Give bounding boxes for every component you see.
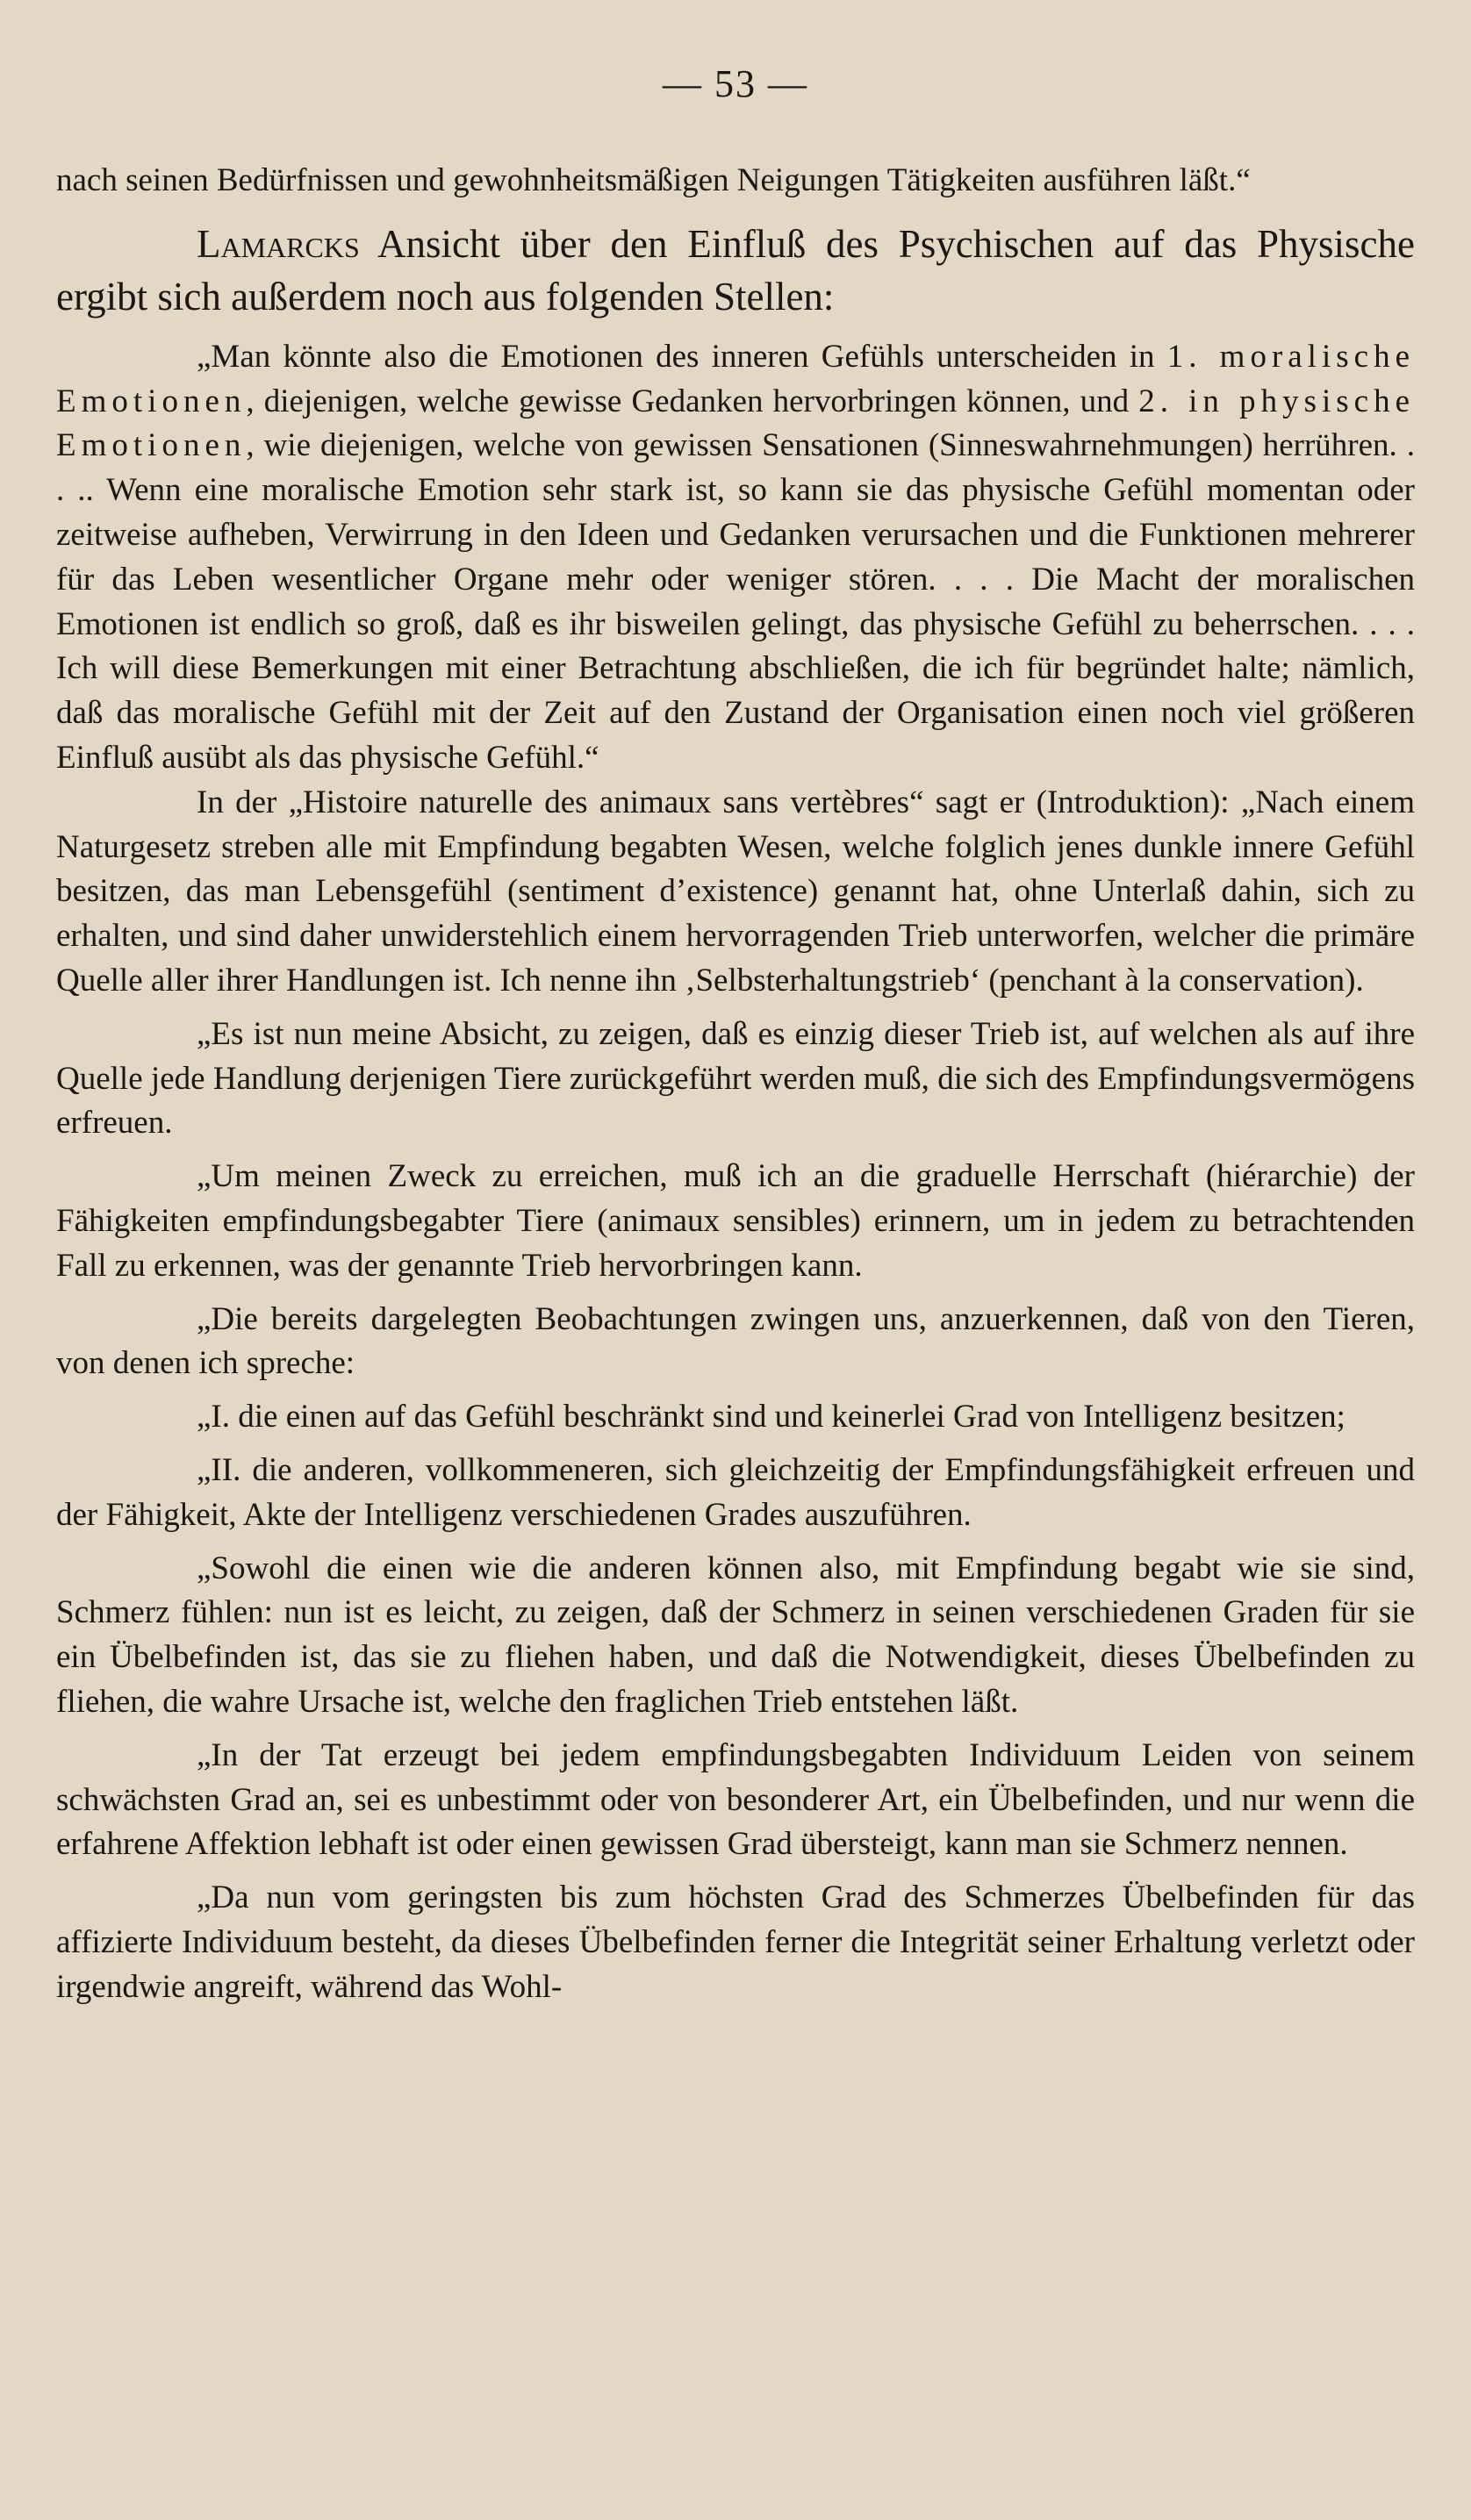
text-run: „Um meinen Zweck zu erreichen, muß ich an die graduelle Herrschaft (hiérarchie) der Fähigkeiten empfindungsbegabter Tiere (animaux sensibles) erinnern, um in jedem zu betrachtenden Fall zu erkennen, was der genannte Trieb hervorbringen kann. [56,1158,1415,1284]
paragraph-purpose [56,1155,1415,1288]
text-run: In der „Histoire naturelle des animaux sans vertèbres“ sagt er (Introduktion): „Nach einem Naturgesetz streben alle mit Empfindung begabten Wesen, welche folglich jenes dunkle innere Gefühl besitzen, das man Lebensgefühl (sentiment d’existence) genannt hat, ohne Unterlaß dahin, sich zu erhalten, und sind daher unwiderstehlich einem hervorragenden Trieb unterworfen, welcher die primäre Quelle aller ihrer Handlungen ist. Ich nenne ihn ‚Selbsterhaltungstrieb‘ (penchant à la conservation). [56,784,1415,999]
text-run: , wie diejenigen, welche von gewissen Sensationen (Sinneswahrnehmungen) herrühren. . . .. Wenn eine moralische Emotion sehr stark ist, so kann sie das physische Gefühl momentan oder zeitweise aufheben, Verwirrung in den Ideen und Gedanken verursachen und die Funktionen mehrerer für das Leben wesentlicher Organe mehr oder weniger stören. . . . Die Macht der moralischen Emotionen ist endlich so groß, daß es ihr bisweilen gelingt, das physische Gefühl zu beherrschen. . . . Ich will diese Bemerkungen mit einer Betrachtung abschließen, die ich für begründet halte; nämlich, daß das moralische Gefühl mit der Zeit auf den Zustand der Organisation einen noch viel größeren Einfluß ausübt als das physische Gefühl.“ [56,427,1415,776]
paragraph-malaise [56,1876,1415,2009]
text-run: „II. die anderen, vollkommeneren, sich gleichzeitig der Empfindungsfähigkeit erfreuen und der Fähigkeit, Akte der Intelligenz verschiedenen Grades auszuführen. [56,1451,1415,1533]
paragraph-pain [56,1547,1415,1725]
text-run: „In der Tat erzeugt bei jedem empfindungsbegabten Individuum Leiden von seinem schwächsten Grad an, sei es unbestimmt oder von besonderer Art, ein Übelbefinden, und nur wenn die erfahrene Affektion lebhaft ist oder einen gewissen Grad übersteigt, kann man sie Schmerz nennen. [56,1736,1415,1863]
paragraph-intention [56,1013,1415,1146]
paragraph-quote-emotions [56,335,1415,781]
text-run: „Da nun vom geringsten bis zum höchsten Grad des Schmerzes Übelbefinden für das affizierte Individuum besteht, da dieses Übelbefinden ferner die Integrität seiner Erhaltung verletzt oder irgendwie angreift, während das Wohl- [56,1879,1415,2005]
text-run: , diejenigen, welche gewisse Gedanken hervorbringen können, und [246,383,1139,419]
text-run: nach seinen Bedürfnissen und gewohnheitsmäßigen Neigungen Tätigkeiten ausführen läßt.“ [56,162,1251,198]
text-run: „Die bereits dargelegten Beobachtungen zwingen uns, anzuerkennen, daß von den Tieren, von denen ich spreche: [56,1300,1415,1382]
emphasis-moral-emotions: 1. moralische Emotionen [56,338,1415,419]
text-run: Ansicht über den Einfluß des Psychischen auf das Physische ergibt sich außerdem noch aus folgenden Stellen: [56,221,1415,319]
paragraph-item-2 [56,1449,1415,1538]
text-run: „Es ist nun meine Absicht, zu zeigen, daß es einzig dieser Trieb ist, auf welchen als auf ihre Quelle jede Handlung derjenigen Tiere zurückgeführt werden muß, die sich des Empfindungsvermögens erfreuen. [56,1015,1415,1142]
author-name-smallcaps: Lamarcks [197,221,360,266]
text-run: „I. die einen auf das Gefühl beschränkt sind und keinerlei Grad von Intelligenz besitzen; [197,1399,1345,1435]
paragraph-lamarck-view [56,218,1415,323]
paragraph-continuation [56,159,1415,204]
text-run: „Sowohl die einen wie die anderen können also, mit Empfindung begabt wie sie sind, Schmerz fühlen: nun ist es leicht, zu zeigen, daß der Schmerz in seinen verschiedenen Graden für sie ein Übelbefinden ist, das sie zu fliehen haben, und daß die Notwendigkeit, dieses Übelbefinden zu fliehen, die wahre Ursache ist, welche den fraglichen Trieb entstehen läßt. [56,1550,1415,1720]
paragraph-histoire-naturelle [56,781,1415,1004]
text-run: „Man könnte also die Emotionen des inneren Gefühls unterscheiden in [197,338,1167,375]
paragraph-item-1 [56,1395,1415,1440]
paragraph-suffering [56,1734,1415,1867]
page-number: — 53 — [663,62,808,105]
paragraph-observations [56,1298,1415,1387]
emphasis-physical-emotions: 2. in physische Emotionen [56,383,1415,464]
